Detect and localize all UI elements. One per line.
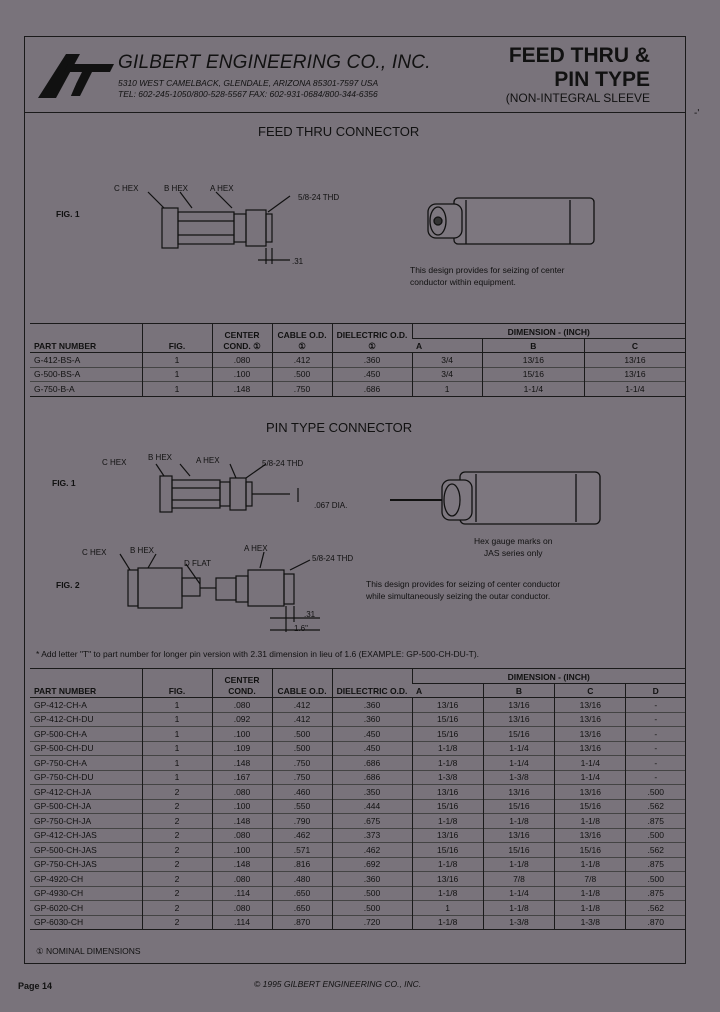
table-cell: .686 xyxy=(332,770,412,785)
feed-thru-table xyxy=(30,323,685,397)
table-cell: 7/8 xyxy=(555,872,626,887)
table-cell: .500 xyxy=(332,886,412,901)
table-cell: G-500-BS-A xyxy=(30,367,142,382)
feed-thru-photo xyxy=(424,190,604,254)
t1-header-dielectric: DIELECTRIC O.D. ① xyxy=(332,324,412,353)
table-cell: .114 xyxy=(212,915,272,930)
table-cell: 1-3/8 xyxy=(483,770,554,785)
table-cell: 1-1/8 xyxy=(412,886,483,901)
table-cell: 1-1/8 xyxy=(412,915,483,930)
t2-header-b: B xyxy=(483,683,554,698)
table-cell: .080 xyxy=(212,353,272,368)
table-row xyxy=(30,785,685,800)
table-cell: .148 xyxy=(212,756,272,771)
pin-desc-line-2: while simultaneously seizing the outar conductor. xyxy=(366,591,551,601)
table-cell: - xyxy=(626,756,685,771)
t2-header-center: CENTER COND. xyxy=(212,669,272,698)
t2-header-part: PART NUMBER xyxy=(30,669,142,698)
table-cell: 2 xyxy=(142,901,212,916)
pin-type-drawing-fig2 xyxy=(120,550,330,634)
table-cell: 15/16 xyxy=(555,799,626,814)
title-line-1: FEED THRU & xyxy=(508,44,650,67)
gilbert-logo xyxy=(36,50,116,100)
table-cell: 1 xyxy=(142,712,212,727)
table-cell: 13/16 xyxy=(555,828,626,843)
table-cell: 13/16 xyxy=(555,741,626,756)
pin-fig1-label: FIG. 1 xyxy=(52,478,76,488)
t2-header-c: C xyxy=(555,683,626,698)
table-cell: 2 xyxy=(142,799,212,814)
feed-thru-description xyxy=(410,264,565,288)
table-cell: .816 xyxy=(272,857,332,872)
title-line-2: PIN TYPE xyxy=(554,68,650,91)
table-cell: .100 xyxy=(212,799,272,814)
table-cell: 15/16 xyxy=(555,843,626,858)
table-cell: GP-4930-CH xyxy=(30,886,142,901)
table-cell: 1 xyxy=(142,770,212,785)
t2-header-cable: CABLE O.D. xyxy=(272,669,332,698)
table-cell: - xyxy=(626,698,685,713)
table-row xyxy=(30,915,685,930)
table-row xyxy=(30,799,685,814)
table-cell: GP-500-CH-JAS xyxy=(30,843,142,858)
table-cell: .692 xyxy=(332,857,412,872)
pin-fig1-thread: 5/8-24 THD xyxy=(262,459,304,468)
table-cell: .562 xyxy=(626,799,685,814)
callout-c-hex: C HEX xyxy=(114,184,139,193)
table-cell: G-750-B-A xyxy=(30,382,142,397)
table-row xyxy=(30,712,685,727)
table-cell: 15/16 xyxy=(412,712,483,727)
table-cell: 1 xyxy=(142,353,212,368)
table-row xyxy=(30,353,685,368)
table-cell: .750 xyxy=(272,770,332,785)
table-cell: .500 xyxy=(332,901,412,916)
table-cell: .480 xyxy=(272,872,332,887)
table-row xyxy=(30,843,685,858)
table-cell: .562 xyxy=(626,901,685,916)
table-cell: 1-1/8 xyxy=(412,756,483,771)
table-cell: G-412-BS-A xyxy=(34,354,81,365)
table-cell: GP-4920-CH xyxy=(30,872,142,887)
pin-type-drawing-fig1 xyxy=(150,462,320,522)
table-cell: GP-750-CH-A xyxy=(30,756,142,771)
table-cell: 3/4 xyxy=(412,353,482,368)
table-cell: .360 xyxy=(332,872,412,887)
table-cell: 1-3/8 xyxy=(483,915,554,930)
table-cell: 1 xyxy=(142,382,212,397)
table-cell: 1-1/4 xyxy=(483,741,554,756)
table-cell: 15/16 xyxy=(483,843,554,858)
table-cell: .360 xyxy=(332,712,412,727)
table-cell: 15/16 xyxy=(412,727,483,742)
table-cell: .450 xyxy=(332,727,412,742)
table-row xyxy=(30,727,685,742)
table-cell: .790 xyxy=(272,814,332,829)
table-row xyxy=(30,814,685,829)
feed-desc-line-1: This design provides for seizing of center xyxy=(410,265,565,275)
t2-header-dimension: DIMENSION - (INCH) xyxy=(412,669,685,684)
address-line: 5310 WEST CAMELBACK, GLENDALE, ARIZONA 85301-7597 USA xyxy=(118,78,379,88)
pin-type-table xyxy=(30,668,685,930)
company-address xyxy=(118,78,378,100)
table-cell: 2 xyxy=(142,785,212,800)
table-cell: .870 xyxy=(272,915,332,930)
pin-fig2-c-hex: C HEX xyxy=(82,548,107,557)
table-cell: GP-500-CH-JA xyxy=(30,799,142,814)
callout-a-hex: A HEX xyxy=(210,184,234,193)
table-cell: - xyxy=(626,770,685,785)
table-cell: 7/8 xyxy=(483,872,554,887)
table-cell: 15/16 xyxy=(483,727,554,742)
table-cell: 1-3/8 xyxy=(555,915,626,930)
table-cell: GP-412-CH-DU xyxy=(30,712,142,727)
pin-fig2-thread: 5/8-24 THD xyxy=(312,554,354,563)
feed-thru-drawing-fig1 xyxy=(140,188,310,268)
table-cell: .350 xyxy=(332,785,412,800)
table-cell: 2 xyxy=(142,915,212,930)
table-cell: GP-500-CH-A xyxy=(30,727,142,742)
callout-dim: .31 xyxy=(292,257,304,266)
table-cell: .500 xyxy=(272,741,332,756)
pin-fig1-dia: .067 DIA. xyxy=(314,501,348,510)
t1-header-b: B xyxy=(482,338,584,353)
table-cell: - xyxy=(626,727,685,742)
table-cell: 1-1/8 xyxy=(555,886,626,901)
table-cell: .462 xyxy=(332,843,412,858)
table-cell: .080 xyxy=(212,698,272,713)
table-cell: .750 xyxy=(272,382,332,397)
t1-header-c: C xyxy=(584,338,685,353)
table-cell: .092 xyxy=(212,712,272,727)
table-cell: .562 xyxy=(626,843,685,858)
table-cell: GP-750-CH-DU xyxy=(30,770,142,785)
table-cell: .450 xyxy=(332,741,412,756)
table-cell: 13/16 xyxy=(584,367,685,382)
table-cell: 13/16 xyxy=(412,828,483,843)
table-cell: .870 xyxy=(626,915,685,930)
table-cell: .571 xyxy=(272,843,332,858)
table-cell: .450 xyxy=(332,367,412,382)
table-cell: 1-1/8 xyxy=(483,857,554,872)
table-row xyxy=(30,901,685,916)
callout-thread: 5/8-24 THD xyxy=(298,193,340,202)
gauge-note xyxy=(474,535,552,559)
pin-fig1-b-hex: B HEX xyxy=(148,453,173,462)
table-row xyxy=(30,698,685,713)
table-row xyxy=(30,741,685,756)
table-cell: 1-1/4 xyxy=(555,770,626,785)
table-cell: 1-1/8 xyxy=(483,814,554,829)
title-line-3: (NON-INTEGRAL SLEEVE xyxy=(505,91,650,105)
table-cell: .500 xyxy=(626,872,685,887)
table-cell: 13/16 xyxy=(412,872,483,887)
table-cell: .114 xyxy=(212,886,272,901)
copyright: © 1995 GILBERT ENGINEERING CO., INC. xyxy=(254,979,422,989)
table-cell: .148 xyxy=(212,382,272,397)
t1-header-dimension: DIMENSION - (INCH) xyxy=(412,324,685,339)
pin-fig2-b-hex: B HEX xyxy=(130,546,155,555)
table-cell: 2 xyxy=(142,828,212,843)
table-row xyxy=(30,367,685,382)
table-cell: 1 xyxy=(142,727,212,742)
table-cell: 2 xyxy=(142,814,212,829)
table-cell: 15/16 xyxy=(412,799,483,814)
pin-type-photo xyxy=(390,462,610,534)
pin-fig2-d-flat: D FLAT xyxy=(184,559,211,568)
table-cell: 1-3/8 xyxy=(412,770,483,785)
table-cell: .412 xyxy=(272,353,332,368)
table-cell: .686 xyxy=(332,756,412,771)
table-cell: 1-1/4 xyxy=(555,756,626,771)
table-cell: GP-412-CH-JA xyxy=(30,785,142,800)
table-cell: 1-1/8 xyxy=(412,857,483,872)
table-cell: 3/4 xyxy=(412,367,482,382)
table-row xyxy=(30,857,685,872)
table-cell: GP-750-CH-JAS xyxy=(30,857,142,872)
table-cell: 13/16 xyxy=(412,698,483,713)
pin-fig2-dim2: 1.6" xyxy=(294,624,308,633)
table-cell: 1 xyxy=(142,756,212,771)
t2-header-fig: FIG. xyxy=(142,669,212,698)
table-cell: .148 xyxy=(212,814,272,829)
t1-header-fig: FIG. xyxy=(142,324,212,353)
table-cell: .720 xyxy=(332,915,412,930)
table-row xyxy=(30,886,685,901)
table-cell: .875 xyxy=(626,857,685,872)
table-row xyxy=(30,382,685,397)
pin-fig2-a-hex: A HEX xyxy=(244,544,268,553)
feed-thru-heading: FEED THRU CONNECTOR xyxy=(258,124,420,139)
table-cell: 15/16 xyxy=(483,799,554,814)
table-cell: 1-1/8 xyxy=(555,901,626,916)
table-cell: 1 xyxy=(142,741,212,756)
table-cell: .080 xyxy=(212,872,272,887)
t1-header-part: PART NUMBER xyxy=(30,324,142,353)
table-cell: 13/16 xyxy=(412,785,483,800)
table-cell: 1 xyxy=(412,382,482,397)
table-cell: 1-1/4 xyxy=(482,382,584,397)
t2-header-d: D xyxy=(626,683,685,698)
table-cell: 13/16 xyxy=(483,785,554,800)
table-cell: .500 xyxy=(626,785,685,800)
feed-desc-line-2: conductor within equipment. xyxy=(410,277,516,287)
table-cell: .080 xyxy=(212,828,272,843)
pin-type-heading: PIN TYPE CONNECTOR xyxy=(266,420,413,435)
table-cell: 15/16 xyxy=(482,367,584,382)
table-cell: 13/16 xyxy=(555,727,626,742)
pin-length-note: * Add letter "T" to part number for longer pin version with 2.31 dimension in lieu of 1.6 (EXAMPLE: GP-500-CH-DU-T). xyxy=(36,649,480,659)
table-cell: .412 xyxy=(272,698,332,713)
table-cell: 13/16 xyxy=(483,712,554,727)
table-cell: 1-1/8 xyxy=(555,857,626,872)
footnote: ① NOMINAL DIMENSIONS xyxy=(36,946,141,956)
table-cell: 1-1/8 xyxy=(483,901,554,916)
table-cell: 1 xyxy=(142,367,212,382)
t2-header-a: A xyxy=(412,683,483,698)
pin-fig1-a-hex: A HEX xyxy=(196,456,220,465)
table-cell: .167 xyxy=(212,770,272,785)
table-cell: 2 xyxy=(142,886,212,901)
t1-header-center: CENTER COND. ① xyxy=(212,324,272,353)
table-cell: 13/16 xyxy=(555,698,626,713)
table-row xyxy=(30,828,685,843)
t1-header-a: A xyxy=(412,338,482,353)
t1-header-cable: CABLE O.D. ① xyxy=(272,324,332,353)
table-row xyxy=(30,872,685,887)
table-cell: GP-6030-CH xyxy=(30,915,142,930)
table-cell: 13/16 xyxy=(555,785,626,800)
t2-header-dielectric: DIELECTRIC O.D. xyxy=(332,669,412,698)
table-row xyxy=(30,756,685,771)
table-cell: 1-1/8 xyxy=(412,814,483,829)
table-cell: .875 xyxy=(626,886,685,901)
gauge-note-line-2: JAS series only xyxy=(483,548,543,558)
pin-desc-line-1: This design provides for seizing of center conductor xyxy=(366,579,561,589)
company-name: GILBERT ENGINEERING CO., INC. xyxy=(118,52,431,73)
table-cell: 1-1/8 xyxy=(555,814,626,829)
table-cell: 1-1/4 xyxy=(584,382,685,397)
table-cell: 13/16 xyxy=(482,353,584,368)
table-cell: 13/16 xyxy=(555,712,626,727)
pin-type-description xyxy=(366,578,560,602)
table-cell: - xyxy=(626,741,685,756)
table-cell: .875 xyxy=(626,814,685,829)
table-cell: .675 xyxy=(332,814,412,829)
table-cell: .500 xyxy=(626,828,685,843)
table-cell: .460 xyxy=(272,785,332,800)
table-cell: 2 xyxy=(142,857,212,872)
pin-fig1-c-hex: C HEX xyxy=(102,458,127,467)
table-cell: 1-1/4 xyxy=(483,756,554,771)
table-cell: .550 xyxy=(272,799,332,814)
page-number: Page 14 xyxy=(18,981,53,991)
table-cell: 1 xyxy=(412,901,483,916)
table-cell: .373 xyxy=(332,828,412,843)
table-cell: .500 xyxy=(272,727,332,742)
gauge-note-line-1: Hex gauge marks on xyxy=(474,536,553,546)
table-cell: 2 xyxy=(142,872,212,887)
margin-tick: -' xyxy=(694,108,700,119)
table-cell: .100 xyxy=(212,843,272,858)
table-cell: GP-750-CH-JA xyxy=(30,814,142,829)
table-cell: .500 xyxy=(272,367,332,382)
table-cell: .080 xyxy=(212,901,272,916)
table-cell: GP-412-CH-A xyxy=(34,699,87,710)
pin-fig2-label: FIG. 2 xyxy=(56,580,80,590)
table-cell: .360 xyxy=(332,698,412,713)
table-cell: .412 xyxy=(272,712,332,727)
table-cell: .148 xyxy=(212,857,272,872)
pin-fig2-dim1: .31 xyxy=(304,610,316,619)
table-cell: .360 xyxy=(332,353,412,368)
table-cell: .109 xyxy=(212,741,272,756)
table-cell: 13/16 xyxy=(483,828,554,843)
table-cell: 13/16 xyxy=(584,353,685,368)
table-cell: .100 xyxy=(212,367,272,382)
table-cell: 1 xyxy=(142,698,212,713)
header-divider xyxy=(24,112,686,113)
phone-line: TEL: 602-245-1050/800-528-5567 FAX: 602-931-0684/800-344-6356 xyxy=(118,89,378,99)
callout-b-hex: B HEX xyxy=(164,184,189,193)
table-cell: - xyxy=(626,712,685,727)
table-cell: GP-500-CH-DU xyxy=(30,741,142,756)
feed-fig-label: FIG. 1 xyxy=(56,209,80,219)
table-cell: .650 xyxy=(272,901,332,916)
table-cell: .750 xyxy=(272,756,332,771)
table-cell: 1-1/8 xyxy=(412,741,483,756)
table-cell: 2 xyxy=(142,843,212,858)
table-row xyxy=(30,770,685,785)
table-cell: .444 xyxy=(332,799,412,814)
table-cell: .080 xyxy=(212,785,272,800)
table-cell: 15/16 xyxy=(412,843,483,858)
table-cell: 13/16 xyxy=(483,698,554,713)
table-cell: .650 xyxy=(272,886,332,901)
table-cell: .686 xyxy=(332,382,412,397)
table-cell: GP-412-CH-JAS xyxy=(30,828,142,843)
table-cell: .100 xyxy=(212,727,272,742)
table-cell: .462 xyxy=(272,828,332,843)
table-cell: GP-6020-CH xyxy=(30,901,142,916)
table-cell: 1-1/4 xyxy=(483,886,554,901)
